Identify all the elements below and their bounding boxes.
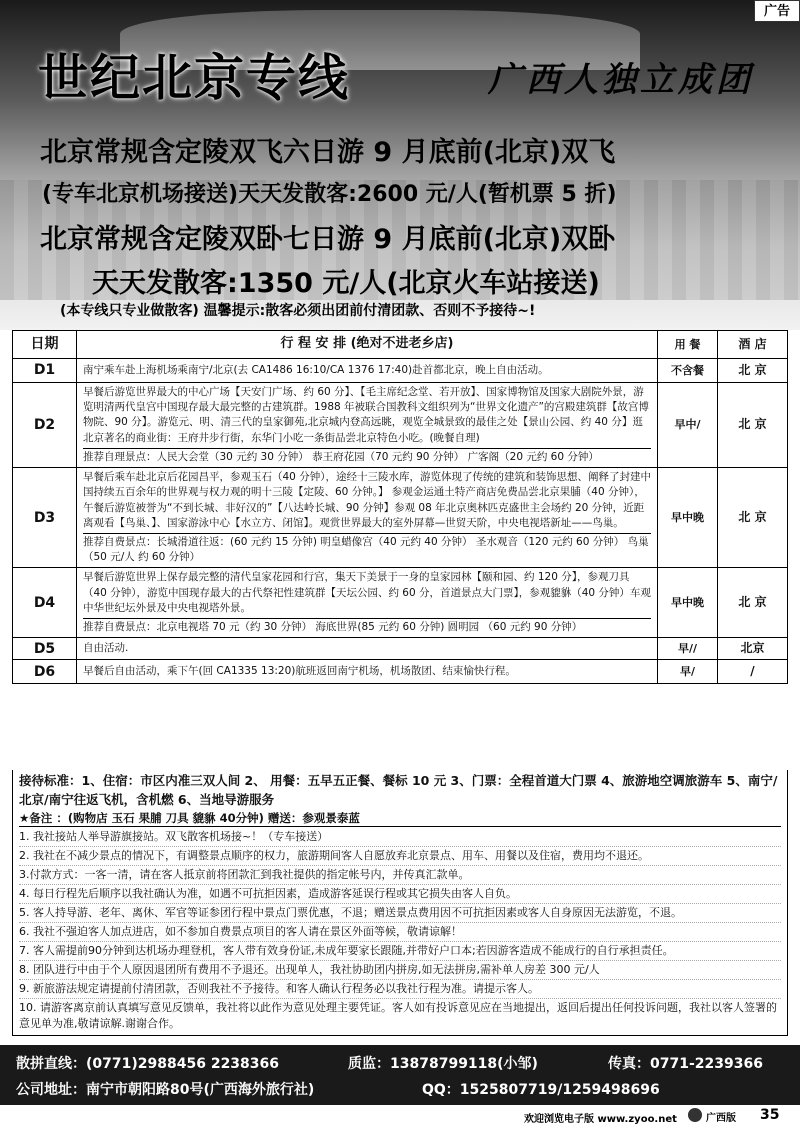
edition-label: 广西版 <box>706 1113 736 1124</box>
meal-cell: 早// <box>658 638 718 660</box>
meal-cell: 不含餐 <box>658 359 718 383</box>
table-row <box>13 468 788 568</box>
header-itinerary <box>77 331 658 359</box>
recommended-extras: 推荐自费景点：北京电视塔 70 元（约 30 分钟） 海底世界(85 元约 60 分钟) 圆明园 （60 元约 90 分钟） <box>83 618 651 635</box>
recommended-extras: 推荐自理景点：人民大会堂（30 元约 30 分钟） 恭王府花园（70 元约 90 分钟） 广客阁（20 元约 60 分钟） <box>83 448 651 465</box>
header-meal: 用 餐 <box>658 331 718 359</box>
hotel-cell: 北 京 <box>718 383 788 468</box>
itinerary-text: 早餐后自由活动，乘下午(回 CA1335 13:20)航班返回南宁机场，机场散团、结束愉快行程。 <box>83 665 516 678</box>
note-item: 1. 我社接站人举导游旗接站。双飞散客机场接~！（专车接送） <box>19 829 781 847</box>
table-row <box>13 568 788 638</box>
itinerary-text: 早餐后游览世界最大的中心广场【天安门广场、约 60 分】、【毛主席纪念堂、若开放】、国家博物馆及国家大剧院外景，游览明清两代皇宫中国现存最大最完整的古建筑群。1988 年被联合国教科文组织列为“世界文化遗产”的宫殿建筑群【故宫博物院、90 分】。游览元、明、清三代的皇家御苑,北京城内登高远眺，观览全城景致的最佳之处【景山公园、约 40 分】逛北京著名的商业街：王府井步行街，东华门小吃一条街品尝北京特色小吃。(晚餐自理) <box>83 386 649 444</box>
itinerary-text: 早餐后乘车赴北京后花园昌平，参观玉石（40 分钟），途经十三陵水库，游览体现了传统的建筑和装饰思想、阐释了封建中国持续五百余年的世界观与权力观的明十三陵【定陵、60 分钟。】 参观金运通土特产商店免费品尝北京果脯（40 分钟），午餐后游览被誉为“不到长城、非好汉的”【八达岭长城、90 分钟】参观 08 年北京奥林匹克盛世主会场约 20 分钟，近距离观看【鸟巢、】、国家游泳中心【水立方、闭馆】。观赏世界最大的室外屏幕—世贸天阶，中央电视塔新址——鸟巢。 <box>83 471 651 529</box>
hotel-cell: 北京 <box>718 638 788 660</box>
header-itinerary-label: 行 程 安 排 <box>280 336 347 352</box>
hotel-cell: 北 京 <box>718 359 788 383</box>
itinerary-table <box>12 330 788 684</box>
day-cell: D6 <box>13 660 77 684</box>
itinerary-text: 自由活动. <box>83 642 129 655</box>
note-item: 6. 我社不强迫客人加点进店，如不参加自费景点项目的客人请在景区外面等候，敬请谅解！ <box>19 924 781 942</box>
slogan: 广西人独立成团 <box>488 60 754 100</box>
day-cell: D1 <box>13 359 77 383</box>
table-header-row <box>13 331 788 359</box>
table-row <box>13 359 788 383</box>
meal-cell: 早中/ <box>658 383 718 468</box>
address: 公司地址：南宁市朝阳路80号(广西海外旅行社) <box>16 1082 315 1098</box>
site-url: 欢迎浏览电子版 www.zyoo.net <box>524 1114 677 1125</box>
itinerary-cell <box>77 568 658 638</box>
brand-logo-icon <box>688 1108 702 1122</box>
table-row <box>13 638 788 660</box>
itinerary-text: 早餐后游览世界上保存最完整的清代皇家花园和行宫，集天下美景于一身的皇家园林【颐和园、约 120 分】，参观刀具（40 分钟），游览中国现存最大的古代祭祀性建筑群【天坛公园、约 60 分，首道景点大门票】，参观貔貅（40 分钟）车观中华世纪坛外景及中央电视塔外景。 <box>83 571 651 614</box>
hotel-cell: 北 京 <box>718 568 788 638</box>
day-cell: D4 <box>13 568 77 638</box>
remark-line: ★备注 ：(购物店 玉石 果脯 刀具 貔貅 40分钟) 赠送：参观景泰蓝 <box>19 810 781 828</box>
note-item: 3.付款方式：一客一清，请在客人抵京前将团款汇到我社提供的指定帐号内，并传真汇款单。 <box>19 867 781 885</box>
day-cell: D3 <box>13 468 77 568</box>
itinerary-cell <box>77 638 658 660</box>
itinerary-cell <box>77 468 658 568</box>
contact-footer <box>0 1045 800 1105</box>
note-item: 4. 每日行程先后顺序以我社确认为准，如遇不可抗拒因素，造成游客延误行程或其它损失由客人自负。 <box>19 886 781 904</box>
itinerary-cell <box>77 660 658 684</box>
note-item: 5. 客人持导游、老年、离休、军官等证参团行程中景点门票优惠，不退；赠送景点费用因不可抗拒因素或客人自身原因无法游览，不退。 <box>19 905 781 923</box>
fax: 传真：0771-2239366 <box>608 1056 763 1072</box>
tour-line-3: 北京常规含定陵双卧七日游 9 月底前(北京)双卧 <box>40 224 616 255</box>
qq: QQ：1525807719/1259498696 <box>422 1082 660 1098</box>
recommended-extras: 推荐自费景点：长城滑道往返：(60 元约 15 分钟) 明皇蜡像宫（40 元约 40 分钟） 圣水观音（120 元约 60 分钟） 鸟巢（50 元/人 约 60 分钟） <box>83 533 651 565</box>
note-item: 2. 我社在不减少景点的情况下，有调整景点顺序的权力，旅游期间客人自愿放弃北京景点、用车、用餐以及住宿，费用均不退还。 <box>19 848 781 866</box>
tour-line-5: (本专线只专业做散客) 温馨提示:散客必须出团前付清团款、否则不予接待~! <box>60 303 536 319</box>
itinerary-text: 南宁乘车赴上海机场乘南宁/北京(去 CA1486 16:10/CA 1376 17:40)赴首都北京，晚上自由活动。 <box>83 363 549 376</box>
header-no-shop: (绝对不进老乡店) <box>350 336 454 352</box>
page-title: 世纪北京专线 <box>38 49 350 107</box>
meal-cell: 早中晚 <box>658 468 718 568</box>
tour-line-4: 天天发散客:1350 元/人(北京火车站接送) <box>92 268 600 299</box>
itinerary-cell <box>77 359 658 383</box>
meal-cell: 早/ <box>658 660 718 684</box>
header-banner <box>0 0 800 330</box>
tour-line-1: 北京常规含定陵双飞六日游 9 月底前(北京)双飞 <box>40 137 616 168</box>
service-standard: 接待标准：1、住宿：市区内准三双人间 2、 用餐：五早五正餐、餐标 10 元 3、门票：全程首道大门票 4、旅游地空调旅游车 5、南宁/北京/南宁往返飞机，含机燃 6、当地导游服务 <box>19 773 778 807</box>
day-cell: D5 <box>13 638 77 660</box>
hotline: 散拼直线：(0771)2988456 2238366 <box>16 1056 280 1072</box>
note-item: 10. 请游客离京前认真填写意见反馈单，我社将以此作为意见处理主要凭证。客人如有投诉意见应在当地提出，返回后提出任何投诉问题，我社以客人签署的意见单为准,敬请谅解.谢谢合作。 <box>19 1000 777 1030</box>
hotel-cell: 北 京 <box>718 468 788 568</box>
table-row <box>13 660 788 684</box>
page-bottom <box>0 1106 800 1127</box>
table-row <box>13 383 788 468</box>
header-hotel: 酒 店 <box>718 331 788 359</box>
tour-line-2: (专车北京机场接送)天天发散客:2600 元/人(暂机票 5 折) <box>42 182 617 207</box>
ad-tag: 广告 <box>754 0 800 22</box>
page-number: 35 <box>760 1107 780 1123</box>
day-cell: D2 <box>13 383 77 468</box>
hotel-cell: / <box>718 660 788 684</box>
itinerary-cell <box>77 383 658 468</box>
notes-section <box>12 770 788 1036</box>
header-day: 日期 <box>13 331 77 359</box>
note-item: 7. 客人需提前90分钟到达机场办理登机，客人带有效身份证,未成年要家长跟随,并带好户口本;若因游客造成不能成行的自行承担责任。 <box>19 943 781 961</box>
note-item: 9. 新旅游法规定请提前付清团款，否则我社不予接待。和客人确认行程务必以我社行程为准。请提示客人。 <box>19 981 781 999</box>
supervisor-phone: 质监：13878799118(小邹) <box>348 1056 538 1072</box>
meal-cell: 早中晚 <box>658 568 718 638</box>
note-item: 8. 团队进行中由于个人原因退团所有费用不予退还。出现单人，我社协助团内拼房,如无法拼房,需补单人房差 300 元/人 <box>19 962 781 980</box>
